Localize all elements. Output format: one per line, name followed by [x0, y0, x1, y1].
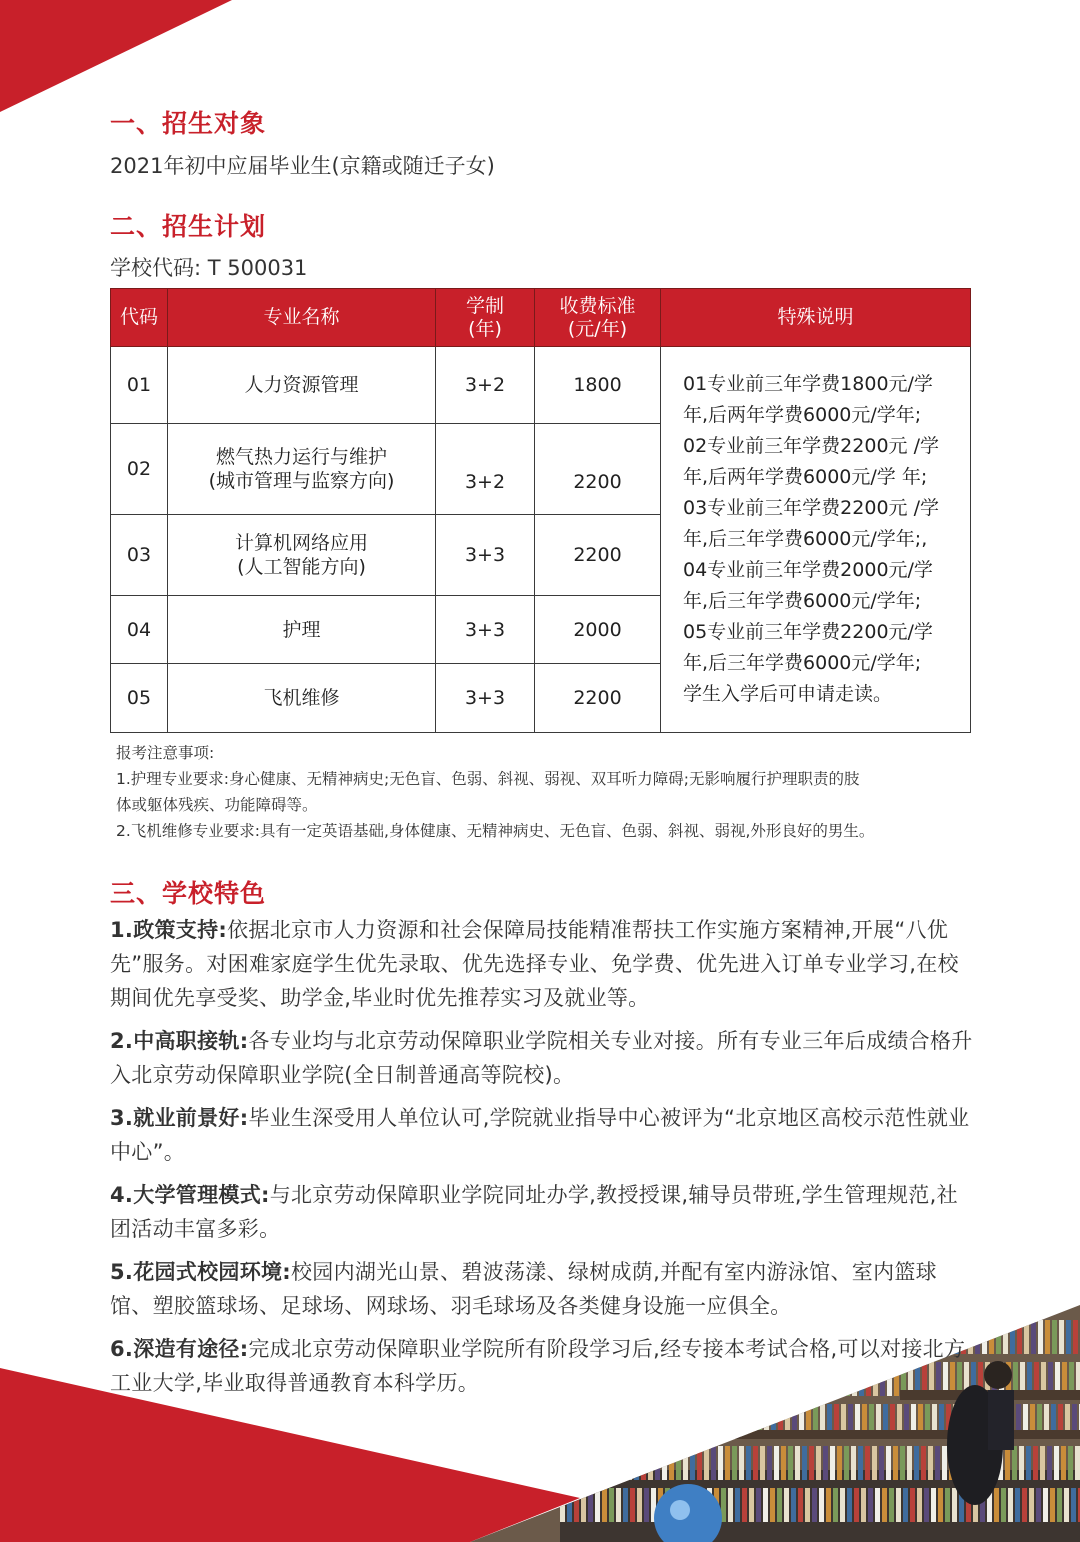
- feature-label: 1.政策支持:: [110, 918, 228, 942]
- row-code: 05: [111, 664, 168, 733]
- notes-item-1: 1.护理专业要求:身心健康、无精神病史;无色盲、色弱、斜视、弱视、双耳听力障碍;无影响履行护理职责的肢: [116, 770, 860, 788]
- row-years: 3+3: [436, 664, 535, 733]
- notes-item-2: 2.飞机维修专业要求:具有一定英语基础,身体健康、无精神病史、无色盲、色弱、斜视、弱视,外形良好的男生。: [116, 822, 875, 840]
- row-years: 3+2: [436, 424, 535, 515]
- row-years: 3+3: [436, 596, 535, 664]
- row-fee: 2200: [535, 664, 661, 733]
- feature-label: 2.中高职接轨:: [110, 1029, 249, 1053]
- school-features: [110, 913, 975, 1409]
- remark-cell: 01专业前三年学费1800元/学 年,后两年学费6000元/学年; 02专业前三年学费2200元 /学 年,后两年学费6000元/学 年; 03专业前三年学费2200元 /学 年,后三年学费6000元/学年;, 04专业前三年学费2000元/学 年,后三年学费6000元/学年; 05专业前三年学费2200元/学 年,后三年学费6000元/学年; 学生入学后可申请走读。: [661, 347, 971, 733]
- row-code: 01: [111, 347, 168, 424]
- header-years: [436, 289, 535, 347]
- row-name: 人力资源管理: [168, 347, 436, 424]
- header-fee-line1: 收费标准: [559, 294, 636, 317]
- section2-title: 二、招生计划: [110, 212, 267, 241]
- feature-text: 与北京劳动保障职业学院同址办学,教授授课,辅导员带班,学生管理规范,社团活动丰富多彩。: [110, 1183, 958, 1241]
- notes-title: 报考注意事项:: [116, 744, 215, 762]
- header-code: 代码: [111, 289, 168, 347]
- section3-title: 三、学校特色: [110, 879, 267, 908]
- feature-label: 5.花园式校园环境:: [110, 1260, 291, 1284]
- header-remark: 特殊说明: [661, 289, 971, 347]
- row-name: 飞机维修: [168, 664, 436, 733]
- application-notes: [116, 740, 976, 844]
- feature-item: [110, 1101, 975, 1169]
- header-fee: [535, 289, 661, 347]
- school-code: 学校代码: T 500031: [110, 256, 308, 280]
- feature-item: [110, 1178, 975, 1246]
- feature-text: 完成北京劳动保障职业学院所有阶段学习后,经专接本考试合格,可以对接北方工业大学,毕业取得普通教育本科学历。: [110, 1337, 966, 1395]
- row-fee: 2200: [535, 424, 661, 515]
- feature-label: 4.大学管理模式:: [110, 1183, 270, 1207]
- row-name: [168, 515, 436, 596]
- feature-text: 校园内湖光山景、碧波荡漾、绿树成荫,并配有室内游泳馆、室内篮球馆、塑胶篮球场、足球场、网球场、羽毛球场及各类健身设施一应俱全。: [110, 1260, 937, 1318]
- feature-label: 6.深造有途径:: [110, 1337, 249, 1361]
- header-years-line1: 学制: [465, 294, 504, 317]
- header-years-line2: (年): [468, 317, 502, 340]
- row-code: 03: [111, 515, 168, 596]
- row-code: 02: [111, 424, 168, 515]
- section1-body: 2021年初中应届毕业生(京籍或随迁子女): [110, 154, 495, 178]
- row-name: [168, 424, 436, 515]
- row-fee: 2200: [535, 515, 661, 596]
- feature-item: [110, 1255, 975, 1323]
- row-fee: 1800: [535, 347, 661, 424]
- notes-item-1-cont: 体或躯体残疾、功能障碍等。: [116, 796, 318, 814]
- feature-text: 依据北京市人力资源和社会保障局技能精准帮扶工作实施方案精神,开展“八优先”服务。对困难家庭学生优先录取、优先选择专业、免学费、优先进入订单专业学习,在校期间优先享受奖、助学金,毕业时优先推荐实习及就业等。: [110, 918, 959, 1010]
- row-name: 护理: [168, 596, 436, 664]
- feature-item: [110, 1024, 975, 1092]
- section1-title: 一、招生对象: [110, 109, 267, 138]
- row-name-line2: (城市管理与监察方向): [208, 470, 395, 492]
- header-fee-line2: (元/年): [567, 317, 628, 340]
- row-years: 3+2: [436, 347, 535, 424]
- table-row: [111, 347, 971, 424]
- table-header-row: [111, 289, 971, 347]
- feature-item: [110, 913, 975, 1015]
- row-code: 04: [111, 596, 168, 664]
- row-name-line1: 计算机网络应用: [234, 532, 368, 554]
- row-name-line1: 燃气热力运行与维护: [215, 446, 387, 468]
- row-name-line2: (人工智能方向): [237, 556, 366, 578]
- enrollment-plan-table: [110, 288, 971, 733]
- feature-label: 3.就业前景好:: [110, 1106, 249, 1130]
- header-name: 专业名称: [168, 289, 436, 347]
- feature-text: 毕业生深受用人单位认可,学院就业指导中心被评为“北京地区高校示范性就业中心”。: [110, 1106, 970, 1164]
- feature-item: [110, 1332, 975, 1400]
- feature-text: 各专业均与北京劳动保障职业学院相关专业对接。所有专业三年后成绩合格升入北京劳动保障职业学院(全日制普通高等院校)。: [110, 1029, 973, 1087]
- row-fee: 2000: [535, 596, 661, 664]
- row-years: 3+3: [436, 515, 535, 596]
